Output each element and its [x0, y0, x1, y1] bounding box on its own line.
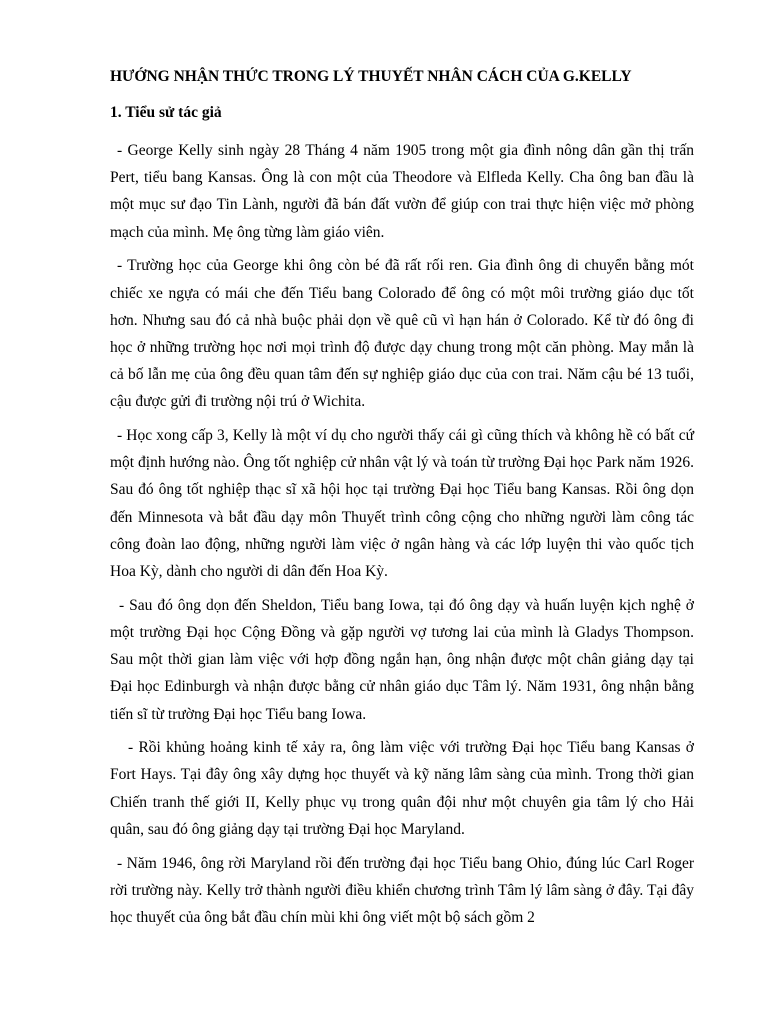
- paragraph-2: - Trường học của George khi ông còn bé đã rất rối ren. Gia đình ông di chuyển bằng mót chiếc xe ngựa có mái che đến Tiểu bang Colorado để ông có một môi trường giáo dục tốt hơn. Nhưng sau đó cả nhà buộc phải dọn về quê cũ vì hạn hán ở Colorado. Kể từ đó ông đi học ở những trường học nơi mọi trình độ được dạy chung trong một căn phòng. May mắn là cả bố lẫn mẹ của ông đều quan tâm đến sự nghiệp giáo dục của con trai. Năm cậu bé 13 tuổi, cậu được gửi đi trường nội trú ở Wichita.: [110, 257, 694, 411]
- paragraph-6: - Năm 1946, ông rời Maryland rồi đến trường đại học Tiểu bang Ohio, đúng lúc Carl Roger rời trường này. Kelly trở thành người điều khiển chương trình Tâm lý lâm sàng ở đây. Tại đây học thuyết của ông bắt đầu chín mùi khi ông viết một bộ sách gồm 2: [110, 854, 694, 926]
- paragraph-5: - Rồi khủng hoảng kinh tế xảy ra, ông làm việc với trường Đại học Tiểu bang Kansas ở Fort Hays. Tại đây ông xây dựng học thuyết và kỹ năng lâm sàng của mình. Trong thời gian Chiến tranh thế giới II, Kelly phục vụ trong quân đội như một chuyên gia tâm lý cho Hải quân, sau đó ông giảng dạy tại trường Đại học Maryland.: [110, 739, 694, 838]
- document-title: HƯỚNG NHẬN THỨC TRONG LÝ THUYẾT NHÂN CÁCH CỦA G.KELLY: [110, 68, 632, 85]
- paragraph-1: - George Kelly sinh ngày 28 Tháng 4 năm 1905 trong một gia đình nông dân gần thị trấn Pert, tiểu bang Kansas. Ông là con một của Theodore và Elfleda Kelly. Cha ông ban đầu là một mục sư đạo Tin Lành, người đã bán đất vườn để giúp con trai thực hiện việc mở phòng mạch của mình. Mẹ ông từng làm giáo viên.: [110, 142, 694, 241]
- section-heading: 1. Tiểu sử tác giả: [110, 104, 222, 121]
- document-page: [110, 66, 694, 938]
- paragraph-3: - Học xong cấp 3, Kelly là một ví dụ cho người thấy cái gì cũng thích và không hề có bất cứ một định hướng nào. Ông tốt nghiệp cử nhân vật lý và toán từ trường Đại học Park năm 1926. Sau đó ông tốt nghiệp thạc sĩ xã hội học tại trường Đại học Tiểu bang Kansas. Rồi ông dọn đến Minnesota và bắt đầu dạy môn Thuyết trình công cộng cho những người làm công tác công đoàn lao động, những người làm việc ở ngân hàng và các lớp luyện thi vào quốc tịch Hoa Kỳ, dành cho người di dân đến Hoa Kỳ.: [110, 427, 694, 581]
- paragraph-4: - Sau đó ông dọn đến Sheldon, Tiểu bang Iowa, tại đó ông dạy và huấn luyện kịch nghệ ở một trường Đại học Cộng Đồng và gặp người vợ tương lai của mình là Gladys Thompson. Sau một thời gian làm việc với hợp đồng ngắn hạn, ông nhận được một chân giảng dạy tại Đại học Edinburgh và nhận được bằng cử nhân giáo dục Tâm lý. Năm 1931, ông nhận bằng tiến sĩ từ trường Đại học Tiểu bang Iowa.: [110, 596, 694, 723]
